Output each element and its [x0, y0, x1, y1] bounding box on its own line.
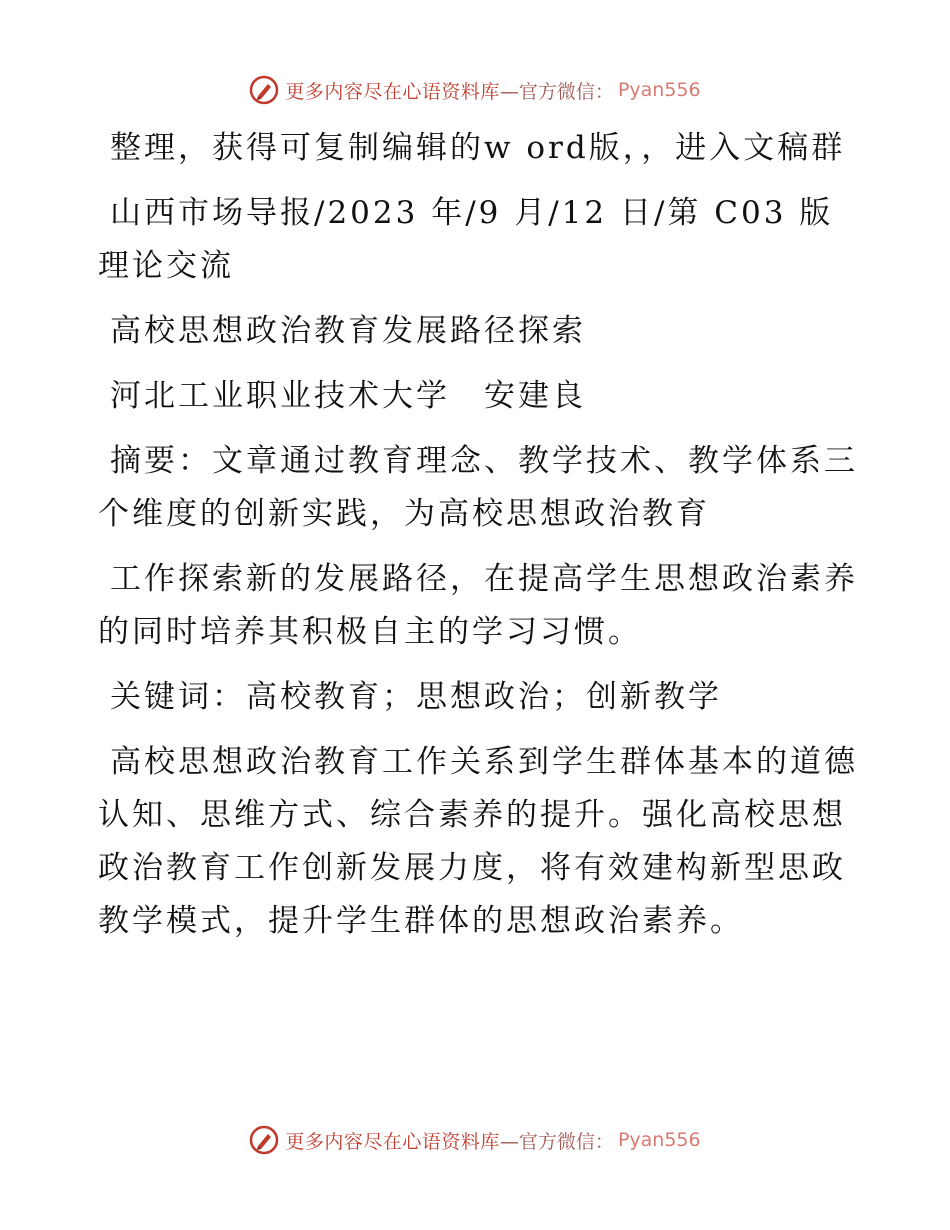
keywords: 关键词：高校教育；思想政治；创新教学 — [110, 679, 722, 715]
banner-suffix-text: —官方微信： — [499, 1130, 614, 1153]
header-watermark-banner — [0, 70, 950, 110]
banner-wechat-id: Pyan556 — [617, 79, 701, 101]
document-body — [98, 122, 858, 960]
abstract-part-1: 摘要：文章通过教育理念、教学技术、教学体系三个维度的创新实践，为高校思想政治教育 — [98, 443, 858, 532]
abstract-part-2: 工作探索新的发展路径，在提高学生思想政治素养的同时培养其积极自主的学习习惯。 — [98, 561, 858, 650]
article-title: 高校思想政治教育发展路径探索 — [110, 313, 586, 349]
banner-brand-text: 更多内容尽在心语资料库 — [285, 80, 500, 103]
body-paragraph: 高校思想政治教育工作关系到学生群体基本的道德认知、思维方式、综合素养的提升。强化高校思想政治教育工作创新发展力度，将有效建构新型思政教学模式，提升学生群体的思想政治素养。 — [98, 744, 858, 939]
footer-watermark-banner — [0, 1120, 950, 1160]
pen-logo-icon — [249, 75, 279, 105]
banner-wechat-id: Pyan556 — [617, 1129, 701, 1151]
author-affiliation: 河北工业职业技术大学 安建良 — [110, 378, 586, 414]
banner-brand-text: 更多内容尽在心语资料库 — [285, 1130, 500, 1153]
intro-note: 整理，获得可复制编辑的w ord版，，进入文稿群 — [110, 130, 846, 166]
banner-suffix-text: —官方微信： — [499, 80, 614, 103]
pen-logo-icon — [249, 1125, 279, 1155]
publication-info: 山西市场导报/2023 年/9 月/12 日/第 C03 版理论交流 — [98, 195, 834, 284]
